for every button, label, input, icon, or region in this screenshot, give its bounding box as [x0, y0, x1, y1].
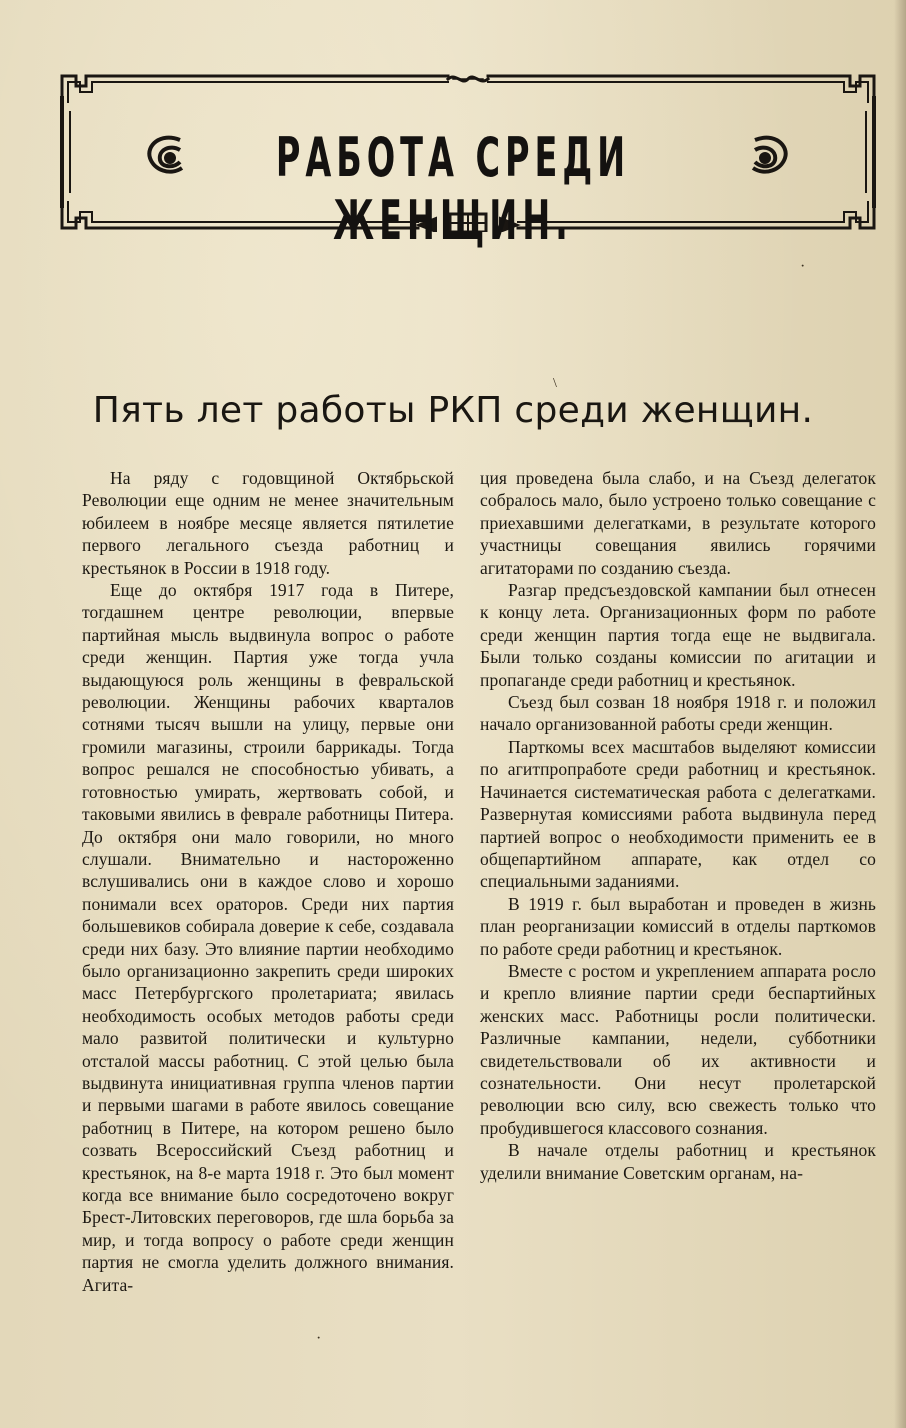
right-column [480, 467, 876, 1184]
paragraph: ция проведена была слабо, и на Съезд делегаток собралось мало, было устроено только совещание с приехавшими делегатками, в результате которого участницы совещания явились горячими агитаторами по созданию съезда. [480, 468, 876, 578]
paragraph: В начале отделы работниц и крестьянок уделили внимание Советским органам, на- [480, 1140, 876, 1183]
paragraph: Разгар предсъездовской кампании был отнесен к концу лета. Организационных форм по работе среди женщин партия тогда еще не выдвигала. Были только созданы комиссии по агитации и пропаганде среди работниц и крестьянок. [480, 580, 876, 690]
page-edge-shadow [894, 0, 906, 1428]
paragraph: Парткомы всех масштабов выделяют комиссии по агитпропработе среди работниц и крестьянок. Начинается систематическая работа с делегатками. Развернутая комиссиями работа выдвинула перед партией вопрос о необходимости применить ее в общепартийном аппарате, как отдел со специальными заданиями. [480, 736, 876, 892]
paragraph: Съезд был созван 18 ноября 1918 г. и положил начало организованной работы среди женщин. [480, 692, 876, 735]
paragraph: В 1919 г. был выработан и проведен в жизнь план реорганизации комиссий в отделы парткомов по работе среди работниц и крестьянок. [480, 893, 876, 959]
paragraph: Еще до октября 1917 года в Питере, тогдашнем центре революции, впервые партийная мысль выдвинула вопрос о работе среди женщин. Партия уже тогда учла выдающуюся роль женщины в февральской революции. Женщины рабочих кварталов сотнями тысяч вышли на улицу, первые они громили магазины, строили баррикады. Тогда вопрос решался не способностью убивать, а готовностью умирать, жертвовать собой, и таковыми явились в феврале работницы Питера. До октября они мало говорили, но много слушали. Внимательно и настороженно вслушивались они в каждое слово и хорошо понимали всех ораторов. Среди них партия большевиков собирала доверие к себе, создавала среди них базу. Это влияние партии необходимо было организационно закрепить среди широких масс Петербургского пролетариата; явилась необходимость особых методов работы среди мало развитой политически и культурно отсталой массы работниц. С этой целью была выдвинута инициативная группа членов партии и первыми шагами в работе явилось совещание работниц в Питере, на котором решено было созвать Всероссийский Съезд работниц и крестьянок, на 8-е марта 1918 г. Это был момент когда все внимание было сосредоточено вокруг Брест-Литовских переговоров, где шла борьба за мир, и тогда вопросу о работе среди женщин партия не смогла уделить должного внимания. Агита- [82, 580, 454, 1295]
article-title: Пять лет работы РКП среди женщин. [92, 390, 814, 431]
section-heading: РАБОТА СРЕДИ ЖЕНЩИН. [275, 126, 631, 252]
header-ornament-right-icon [745, 128, 795, 188]
print-speck: · [316, 1330, 322, 1347]
print-speck: · [800, 258, 806, 275]
paragraph: Вместе с ростом и укреплением аппарата росло и крепло влияние партии среди беспартийных женских масс. Работницы росли политически. Различные кампании, недели, субботники свидетельствовали об их активности и сознательности. Они несут пролетарской революции всю силу, всю свежесть только что пробудившегося классового сознания. [480, 960, 876, 1138]
paragraph: На ряду с годовщиной Октябрьской Революции еще одним не менее значительным юбилеем в ноябре месяце является пятилетие первого легального съезда работниц и крестьянок в России в 1918 году. [82, 468, 454, 578]
left-column [82, 467, 454, 1296]
print-speck: \ [553, 376, 557, 391]
